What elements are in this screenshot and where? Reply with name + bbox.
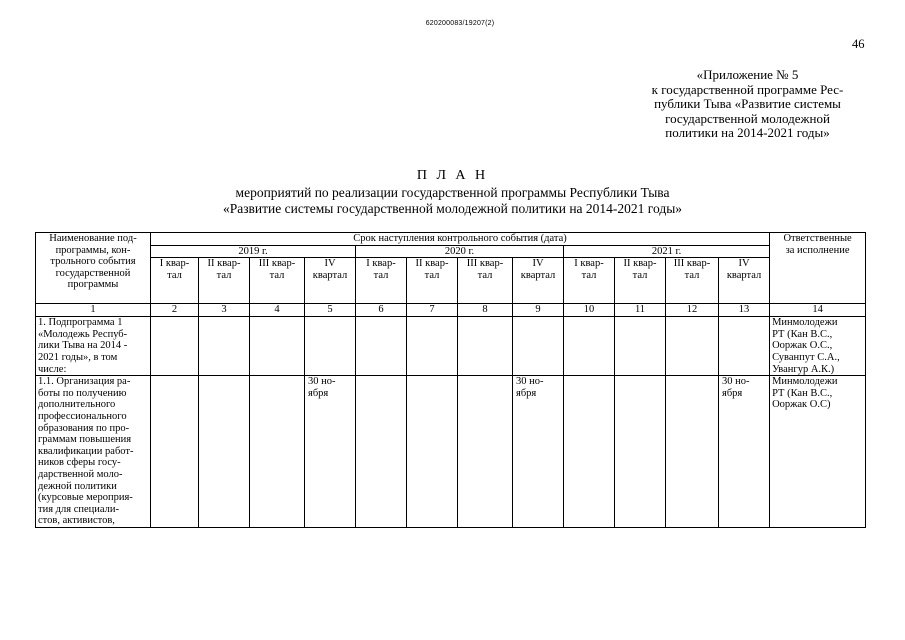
column-number: 10 [564,304,615,317]
date-cell [199,376,250,528]
plan-table [35,232,866,528]
quarter-label-line: II квар- [207,258,241,270]
header-quarter [199,258,250,304]
column-number: 8 [458,304,513,317]
responsible-line: РТ (Кан В.С., [772,387,833,399]
quarter-label-line: тал [684,269,700,281]
row-name-line: тия для специали- [38,503,119,515]
row-name-line: ников сферы госу- [38,457,121,469]
quarter-label-line: II квар- [415,258,449,270]
quarter-label-line: III квар- [673,258,711,270]
quarter-label-line: тал [581,269,597,281]
date-cell [615,376,666,528]
quarter-label-line: III квар- [466,258,504,270]
row-name-cell [36,376,151,528]
responsible-line: Минмолодежи [772,376,838,388]
quarter-label-line: тал [424,269,440,281]
header-line: государственной [55,267,131,279]
quarter-label-line: IV [532,258,544,270]
header-quarter [666,258,719,304]
responsible-line: Ооржак О.С) [772,399,831,411]
column-number: 5 [305,304,356,317]
responsible-line: Увангур А.К.) [772,363,835,375]
date-cell [250,376,305,528]
quarter-label-line: квартал [520,269,556,281]
column-number: 6 [356,304,407,317]
row-name-line: образования по про- [38,422,130,434]
quarter-label-line: тал [373,269,389,281]
column-number: 3 [199,304,250,317]
row-name-line: дежной политики [38,480,117,492]
header-year-2020: 2020 г. [356,245,564,258]
column-number: 14 [770,304,866,317]
header-line: Ответственные [783,233,852,244]
date-cell [719,376,770,528]
column-number: 4 [250,304,305,317]
date-line: ября [516,387,537,399]
appendix-line: политики на 2014-2021 годы» [665,125,830,141]
quarter-label-line: тал [167,269,182,281]
row-name-line: лики Тыва на 2014 - [38,340,128,352]
header-quarter [250,258,305,304]
responsible-cell [770,317,866,376]
row-name-line: профессионального [38,410,127,422]
date-cell [564,317,615,376]
header-quarter [151,258,199,304]
date-line: 30 но- [308,376,336,388]
header-name-column [36,233,151,304]
header-quarter [719,258,770,304]
header-year-2021: 2021 г. [564,245,770,258]
header-deadline: Срок наступления контрольного события (дата) [151,233,770,246]
table-row [36,376,866,528]
quarter-label-line: III квар- [258,258,296,270]
appendix-line: публики Тыва «Развитие системы [654,96,841,112]
date-cell [305,317,356,376]
date-cell [719,317,770,376]
quarter-label-line: II квар- [623,258,657,270]
quarter-label-line: I квар- [159,258,190,270]
appendix-line: государственной молодежной [665,110,830,126]
date-line: 30 но- [722,376,750,388]
appendix-line: к государственной программе Рес- [651,81,844,97]
header-line: Наименование под- [49,233,137,244]
page-number: 46 [852,37,865,51]
date-cell [250,317,305,376]
column-number: 11 [615,304,666,317]
date-line: 30 но- [516,376,544,388]
header-quarter [356,258,407,304]
column-number: 12 [666,304,719,317]
quarter-label-line: тал [477,269,493,281]
plan-title: П Л А Н [416,168,489,183]
row-name-line: «Молодежь Респуб- [38,328,128,340]
date-cell [513,317,564,376]
row-name-line: числе: [38,363,67,375]
quarter-label-line: I квар- [574,258,604,270]
responsible-line: Ооржак О.С., [772,340,833,352]
date-cell [615,317,666,376]
header-quarter [305,258,356,304]
header-quarter [513,258,564,304]
date-cell [356,317,407,376]
quarter-label-line: IV [738,258,750,270]
quarter-label-line: I квар- [366,258,396,270]
row-name-line: (курсовые мероприя- [38,492,133,504]
quarter-label-line: квартал [726,269,762,281]
header-responsible-column [770,233,866,304]
row-name-line: 1. Подпрограмма 1 [38,317,123,329]
quarter-label-line: тал [216,269,232,281]
date-line: ября [308,387,329,399]
appendix-note [620,68,875,141]
date-cell [458,376,513,528]
row-name-line: дарственной моло- [38,468,123,480]
date-cell [564,376,615,528]
column-number: 7 [407,304,458,317]
quarter-label-line: IV [324,258,336,270]
quarter-label-line: квартал [312,269,348,281]
responsible-line: Минмолодежи [772,317,838,329]
row-name-line: боты по получению [38,387,127,399]
header-line: трольного события [50,256,136,268]
date-cell [151,317,199,376]
header-line: программы, кон- [55,244,131,256]
date-cell [151,376,199,528]
appendix-line: «Приложение № 5 [696,67,799,82]
header-line: программы [67,279,119,291]
document-id: 620200083/19207(2) [425,20,495,27]
row-name-cell [36,317,151,376]
column-number: 13 [719,304,770,317]
header-quarter [564,258,615,304]
row-name-line: граммам повышения [38,434,132,446]
subtitle-line: мероприятий по реализации государственной программы Республики Тыва [235,185,670,200]
quarter-label-line: тал [269,269,285,281]
date-cell [407,376,458,528]
column-number: 1 [36,304,151,317]
table-row [36,317,866,376]
row-name-line: 1.1. Организация ра- [38,376,131,388]
responsible-line: РТ (Кан В.С., [772,328,833,340]
plan-subtitle [0,185,905,217]
header-quarter [615,258,666,304]
row-name-line: квалификации работ- [38,445,134,457]
date-cell [407,317,458,376]
header-line: за исполнение [785,244,850,256]
date-cell [458,317,513,376]
date-cell [199,317,250,376]
column-number: 9 [513,304,564,317]
column-number: 2 [151,304,199,317]
quarter-label-line: тал [632,269,648,281]
subtitle-line: «Развитие системы государственной молодежной политики на 2014-2021 годы» [222,201,683,216]
date-line: ября [722,387,743,399]
date-cell [513,376,564,528]
date-cell [666,317,719,376]
date-cell [356,376,407,528]
row-name-line: 2021 годы», в том [38,351,118,363]
header-year-2019: 2019 г. [151,245,356,258]
date-cell [666,376,719,528]
row-name-line: стов, активистов, [38,515,115,527]
header-quarter [407,258,458,304]
date-cell [305,376,356,528]
responsible-line: Суванпут С.А., [772,351,840,363]
row-name-line: дополнительного [38,399,116,411]
responsible-cell [770,376,866,528]
header-quarter [458,258,513,304]
